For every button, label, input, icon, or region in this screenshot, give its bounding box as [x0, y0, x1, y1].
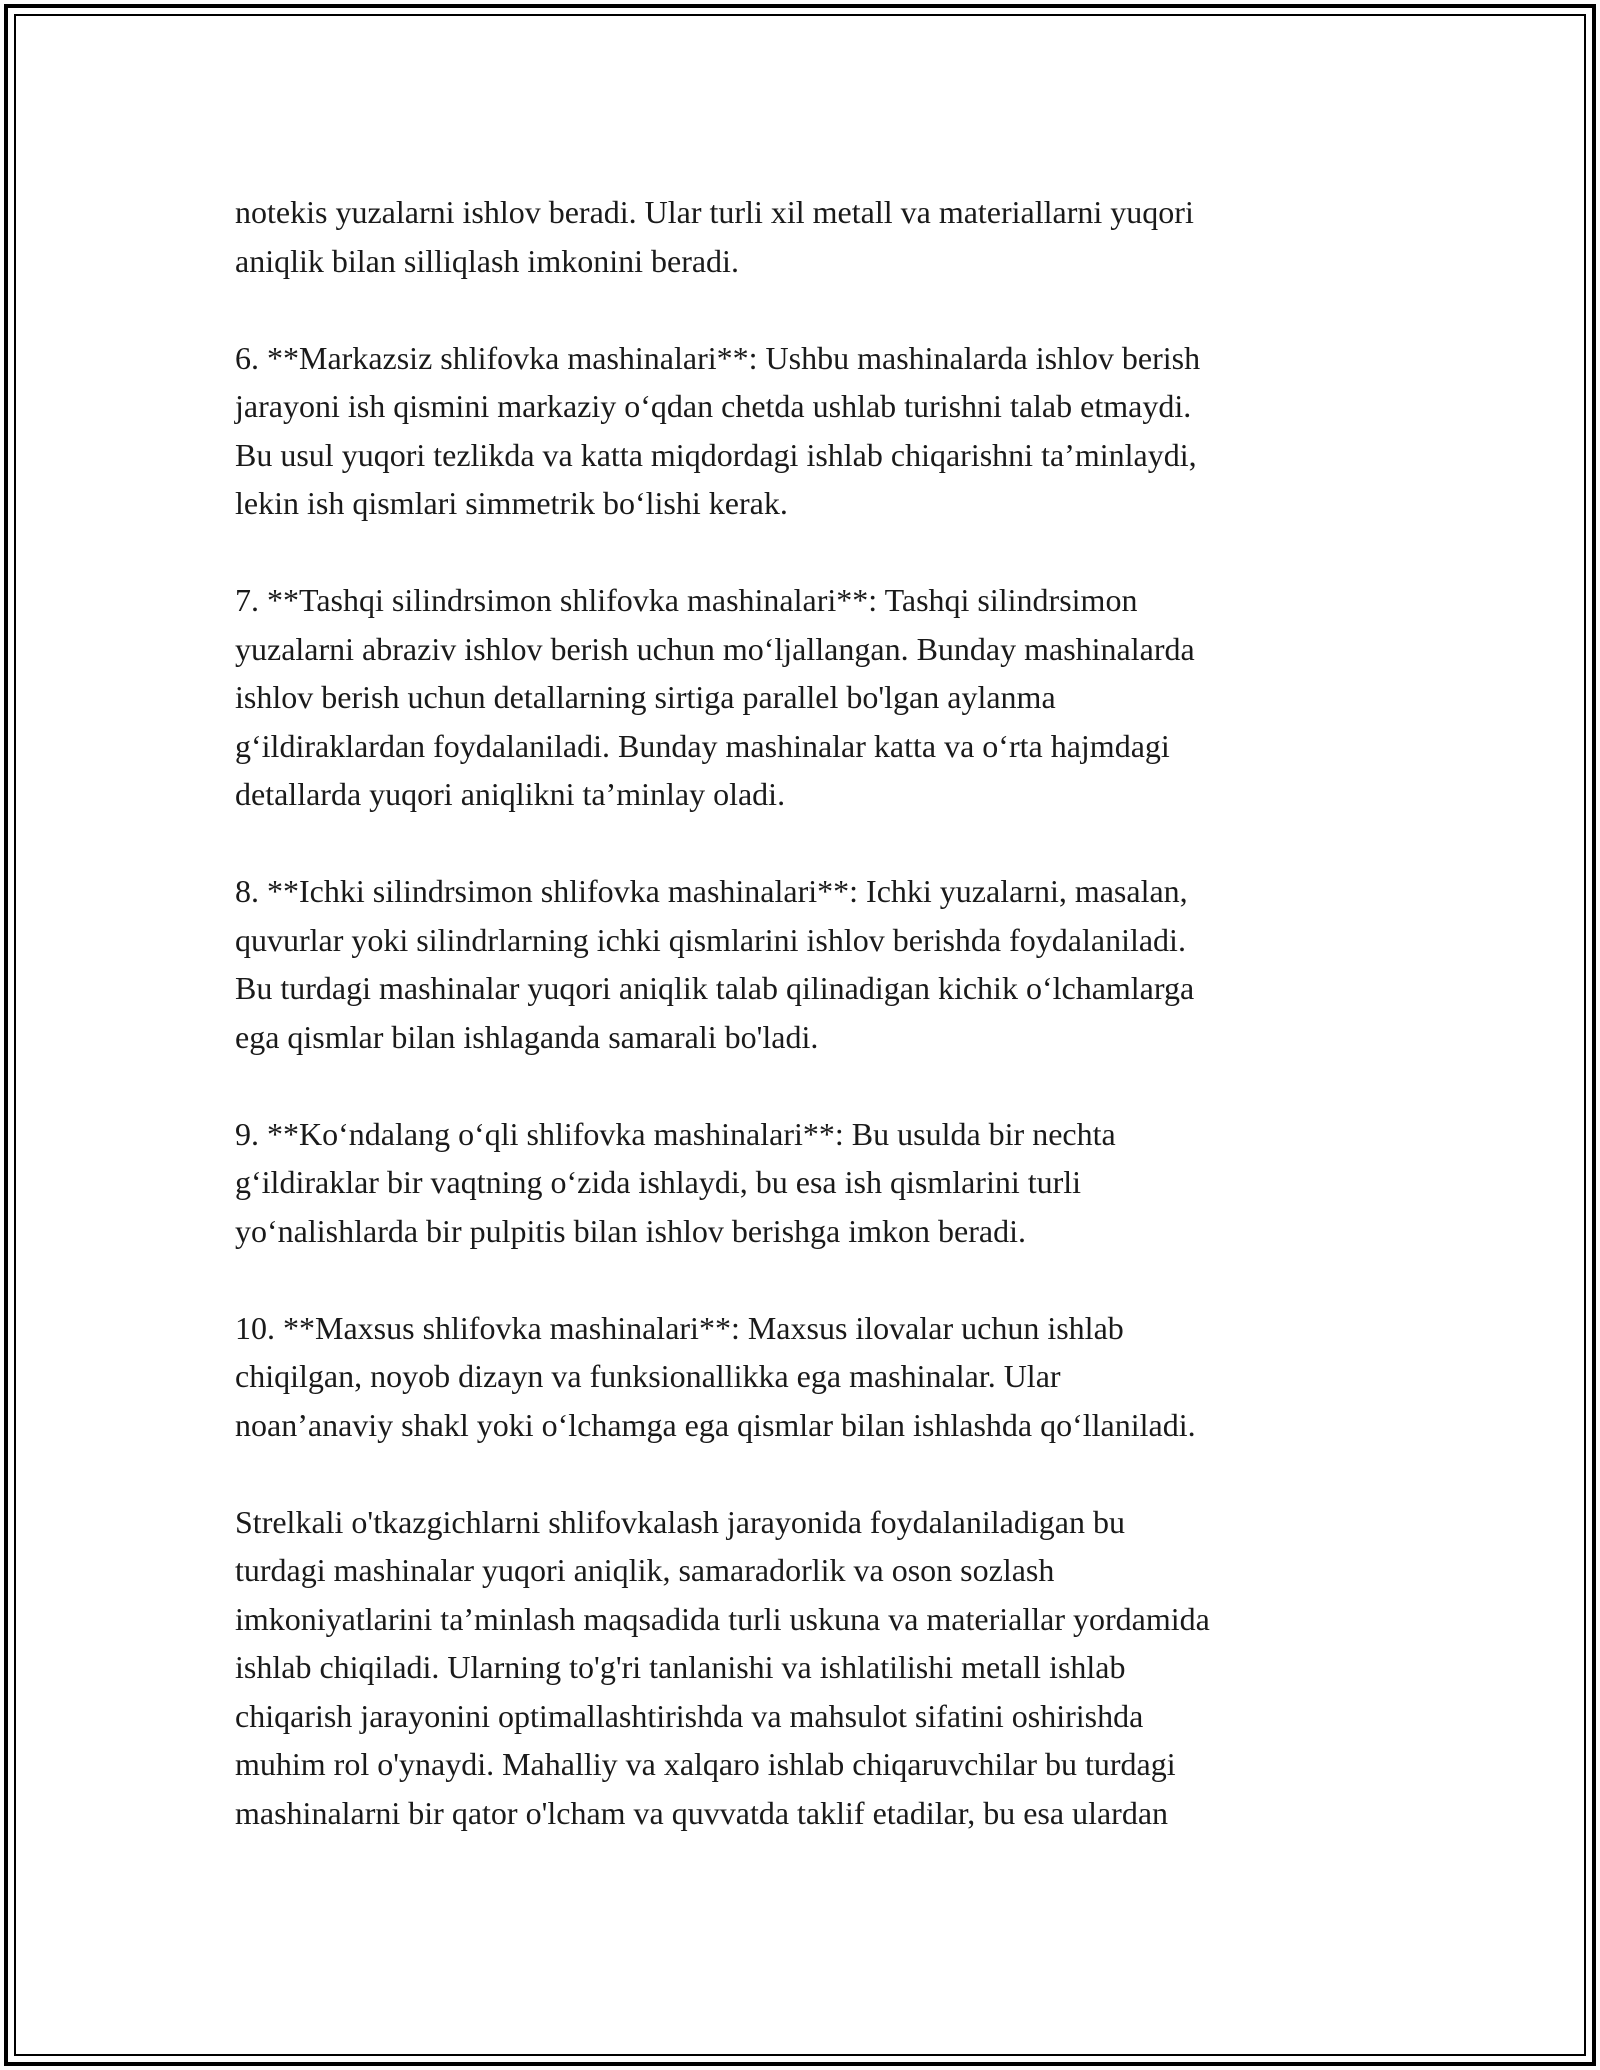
paragraph-item-7: [235, 576, 1375, 819]
text-line: noan’anaviy shakl yoki o‘lchamga ega qismlar bilan ishlashda qo‘llaniladi.: [235, 1406, 1196, 1443]
text-line: yuzalarni abraziv ishlov berish uchun mo‘ljallangan. Bunday mashinalarda: [235, 630, 1195, 667]
text-line: notekis yuzalarni ishlov beradi. Ular turli xil metall va materiallarni yuqori: [235, 194, 1194, 230]
text-line: muhim rol o'ynaydi. Mahalliy va xalqaro ishlab chiqaruvchilar bu turdagi: [235, 1746, 1176, 1782]
paragraph-item-10: [235, 1304, 1375, 1450]
text-line: detallarda yuqori aniqlikni ta’minlay oladi.: [235, 776, 786, 812]
text-line: ishlab chiqiladi. Ularning to'g'ri tanlanishi va ishlatilishi metall ishlab: [235, 1649, 1126, 1685]
text-line: 9. **Ko‘ndalang o‘qli shlifovka mashinalari**: Bu usulda bir nechta: [235, 1115, 1116, 1152]
text-line: ega qismlar bilan ishlaganda samarali bo'ladi.: [235, 1018, 819, 1055]
text-line: ishlov berish uchun detallarning sirtiga parallel bo'lgan aylanma: [235, 679, 1056, 715]
text-line: lekin ish qismlari simmetrik bo‘lishi kerak.: [235, 485, 788, 521]
text-line: chiqilgan, noyob dizayn va funksionallikka ega mashinalar. Ular: [235, 1358, 1061, 1394]
text-line: jarayoni ish qismini markaziy o‘qdan chetda ushlab turishni talab etmaydi.: [235, 388, 1192, 424]
text-line: Bu turdagi mashinalar yuqori aniqlik talab qilinadigan kichik o‘lchamlarga: [235, 970, 1195, 1006]
paragraph-item-6: [235, 334, 1375, 528]
text-line: yo‘nalishlarda bir pulpitis bilan ishlov berishga imkon beradi.: [235, 1212, 1026, 1249]
paragraph-conclusion: [235, 1498, 1375, 1838]
document-body: [235, 188, 1375, 1837]
paragraph-item-8: [235, 867, 1375, 1061]
text-line: chiqarish jarayonini optimallashtirishda va mahsulot sifatini oshirishda: [235, 1697, 1144, 1734]
text-line: 6. **Markazsiz shlifovka mashinalari**: Ushbu mashinalarda ishlov berish: [235, 339, 1201, 376]
text-line: aniqlik bilan silliqlash imkonini beradi.: [235, 242, 739, 279]
text-line: turdagi mashinalar yuqori aniqlik, samaradorlik va oson sozlash: [235, 1552, 1055, 1588]
paragraph-continuation: [235, 188, 1375, 285]
text-line: g‘ildiraklar bir vaqtning o‘zida ishlaydi, bu esa ish qismlarini turli: [235, 1164, 1082, 1200]
text-line: mashinalarni bir qator o'lcham va quvvatda taklif etadilar, bu esa ulardan: [235, 1794, 1169, 1831]
text-line: imkoniyatlarini ta’minlash maqsadida turli uskuna va materiallar yordamida: [235, 1600, 1210, 1637]
text-line: g‘ildiraklardan foydalaniladi. Bunday mashinalar katta va o‘rta hajmdagi: [235, 727, 1170, 764]
paragraph-item-9: [235, 1110, 1375, 1256]
text-line: 7. **Tashqi silindrsimon shlifovka mashinalari**: Tashqi silindrsimon: [235, 582, 1138, 618]
text-line: Bu usul yuqori tezlikda va katta miqdordagi ishlab chiqarishni ta’minlaydi,: [235, 436, 1197, 473]
text-line: 10. **Maxsus shlifovka mashinalari**: Maxsus ilovalar uchun ishlab: [235, 1309, 1124, 1346]
text-line: quvurlar yoki silindrlarning ichki qismlarini ishlov berishda foydalaniladi.: [235, 921, 1186, 958]
text-line: Strelkali o'tkazgichlarni shlifovkalash jarayonida foydalaniladigan bu: [235, 1503, 1125, 1540]
text-line: 8. **Ichki silindrsimon shlifovka mashinalari**: Ichki yuzalarni, masalan,: [235, 873, 1188, 909]
